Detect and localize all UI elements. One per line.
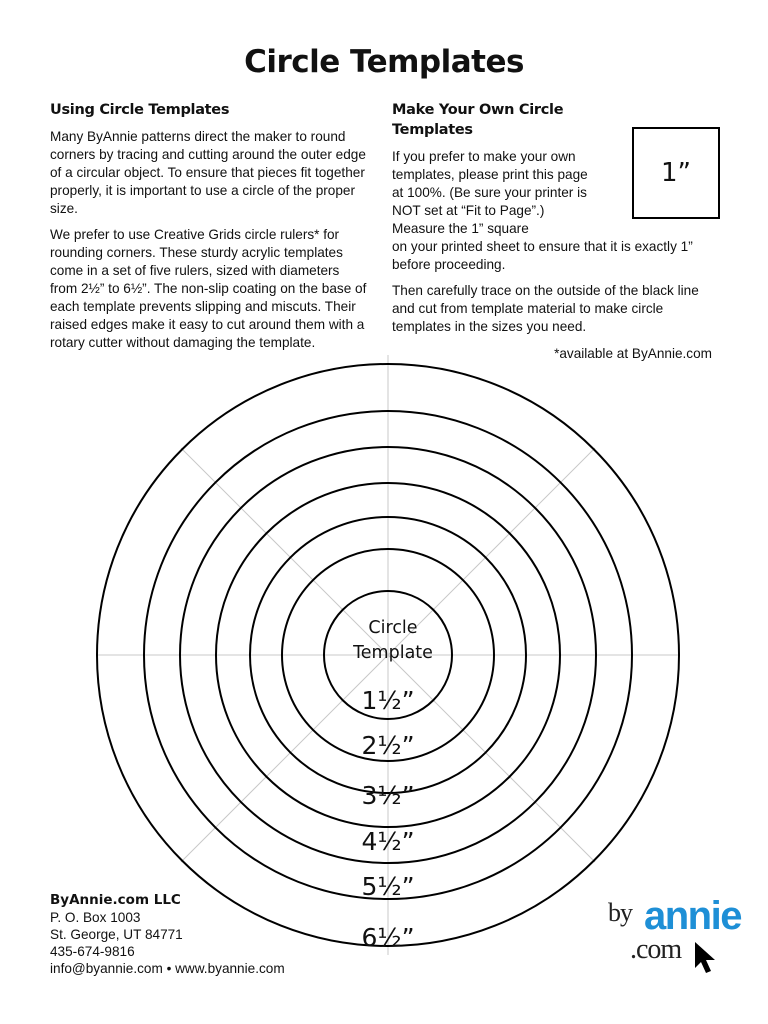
center-label-line1: Circle bbox=[368, 618, 418, 638]
contact-links: info@byannie.com • www.byannie.com bbox=[50, 961, 285, 976]
square-label: 1” bbox=[660, 158, 691, 188]
paragraph: Then carefully trace on the outside of the black line and cut from template material to make circle templates in the sizes you need. bbox=[392, 283, 699, 334]
byannie-logo bbox=[604, 894, 741, 981]
ring-label-4-5: 4½” bbox=[361, 827, 415, 856]
phone: 435-674-9816 bbox=[50, 944, 135, 959]
paragraph: If you prefer to make your own templates, please print this page at 100%. (Be sure your printer is NOT set at “Fit to Page”.) Measure the 1” square bbox=[392, 149, 588, 236]
ring-label-2-5: 2½” bbox=[361, 731, 415, 760]
address-line: P. O. Box 1003 bbox=[50, 910, 141, 925]
ring-label-6-5: 6½” bbox=[361, 923, 415, 952]
section-heading: Using Circle Templates bbox=[50, 102, 230, 118]
section-heading: Make Your Own Circle Templates bbox=[392, 102, 564, 138]
paragraph: We prefer to use Creative Grids circle rulers* for rounding corners. These sturdy acrylic templates come in a set of five rulers, sized with diameters from 2½” to 6½”. The non-slip coating on the base of each template prevents slipping and miscuts. Their raised edges make it easy to cut around them with a rotary cutter without damaging the template. bbox=[50, 227, 367, 350]
ring-label-5-5: 5½” bbox=[361, 872, 415, 901]
paragraph: on your printed sheet to ensure that it is exactly 1” before proceeding. bbox=[392, 239, 693, 272]
page-title: Circle Templates bbox=[244, 44, 524, 80]
company-name: ByAnnie.com LLC bbox=[50, 892, 181, 908]
center-label bbox=[318, 616, 468, 666]
company-info bbox=[50, 892, 370, 977]
logo-by: by bbox=[608, 898, 632, 927]
paragraph: Many ByAnnie patterns direct the maker to round corners by tracing and cutting around the outer edge of a circular object. To ensure that pieces fit together properly, it is important to use a circle of the proper size. bbox=[50, 129, 366, 216]
address-line: St. George, UT 84771 bbox=[50, 927, 183, 942]
availability-note: *available at ByAnnie.com bbox=[554, 346, 712, 361]
logo-com: .com bbox=[630, 934, 682, 965]
center-label-line2: Template bbox=[353, 643, 433, 663]
cursor-arrow-icon bbox=[692, 940, 720, 976]
logo-annie: annie bbox=[644, 894, 741, 938]
ring-label-3-5: 3½” bbox=[361, 781, 415, 810]
ring-label-1-5: 1½” bbox=[361, 686, 415, 715]
